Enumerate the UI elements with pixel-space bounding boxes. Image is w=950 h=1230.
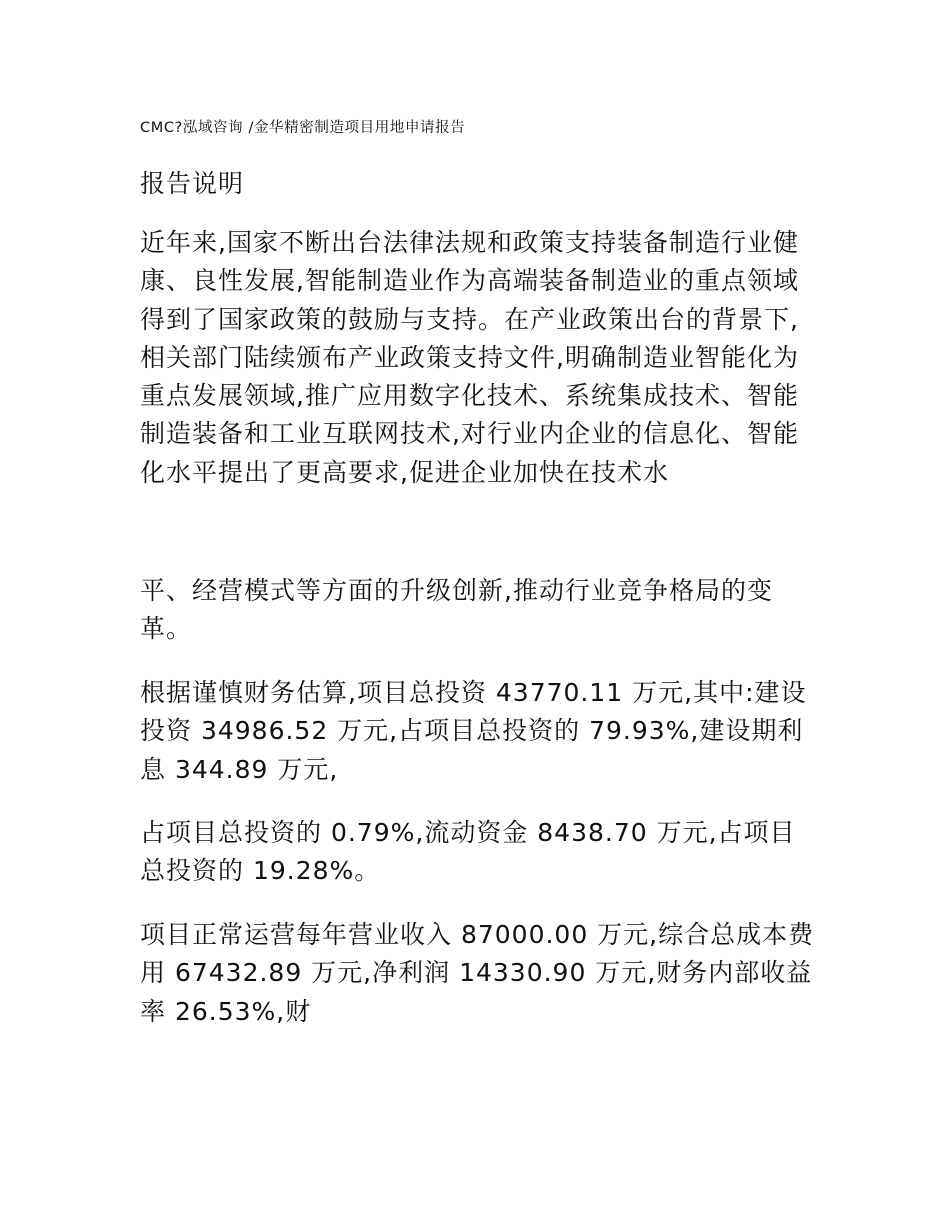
paragraph-5: 项目正常运营每年营业收入 87000.00 万元,综合总成本费用 67432.89 万元,净利润 14330.90 万元,财务内部收益率 26.53%,财 (140, 920, 815, 1026)
paragraph-4: 占项目总投资的 0.79%,流动资金 8438.70 万元,占项目总投资的 19.28%。 (140, 818, 796, 886)
section-title: 报告说明 (140, 169, 245, 198)
paragraph-1: 近年来,国家不断出台法律法规和政策支持装备制造行业健康、良性发展,智能制造业作为高端装备制造业的重点领域得到了国家政策的鼓励与支持。在产业政策出台的背景下,相关部门陆续颁布产业政策支持文件,明确制造业智能化为重点发展领域,推广应用数字化技术、系统集成技术、智能制造装备和工业互联网技术,对行业内企业的信息化、智能化水平提出了更高要求,促进企业加快在技术水 (140, 228, 799, 487)
paragraph-3: 根据谨慎财务估算,项目总投资 43770.11 万元,其中:建设投资 34986.52 万元,占项目总投资的 79.93%,建设期利息 344.89 万元, (140, 678, 807, 784)
header-breadcrumb: CMC?泓域咨询 /金华精密制造项目用地申请报告 (140, 120, 466, 136)
paragraph-2: 平、经营模式等方面的升级创新,推动行业竞争格局的变革。 (140, 576, 773, 644)
